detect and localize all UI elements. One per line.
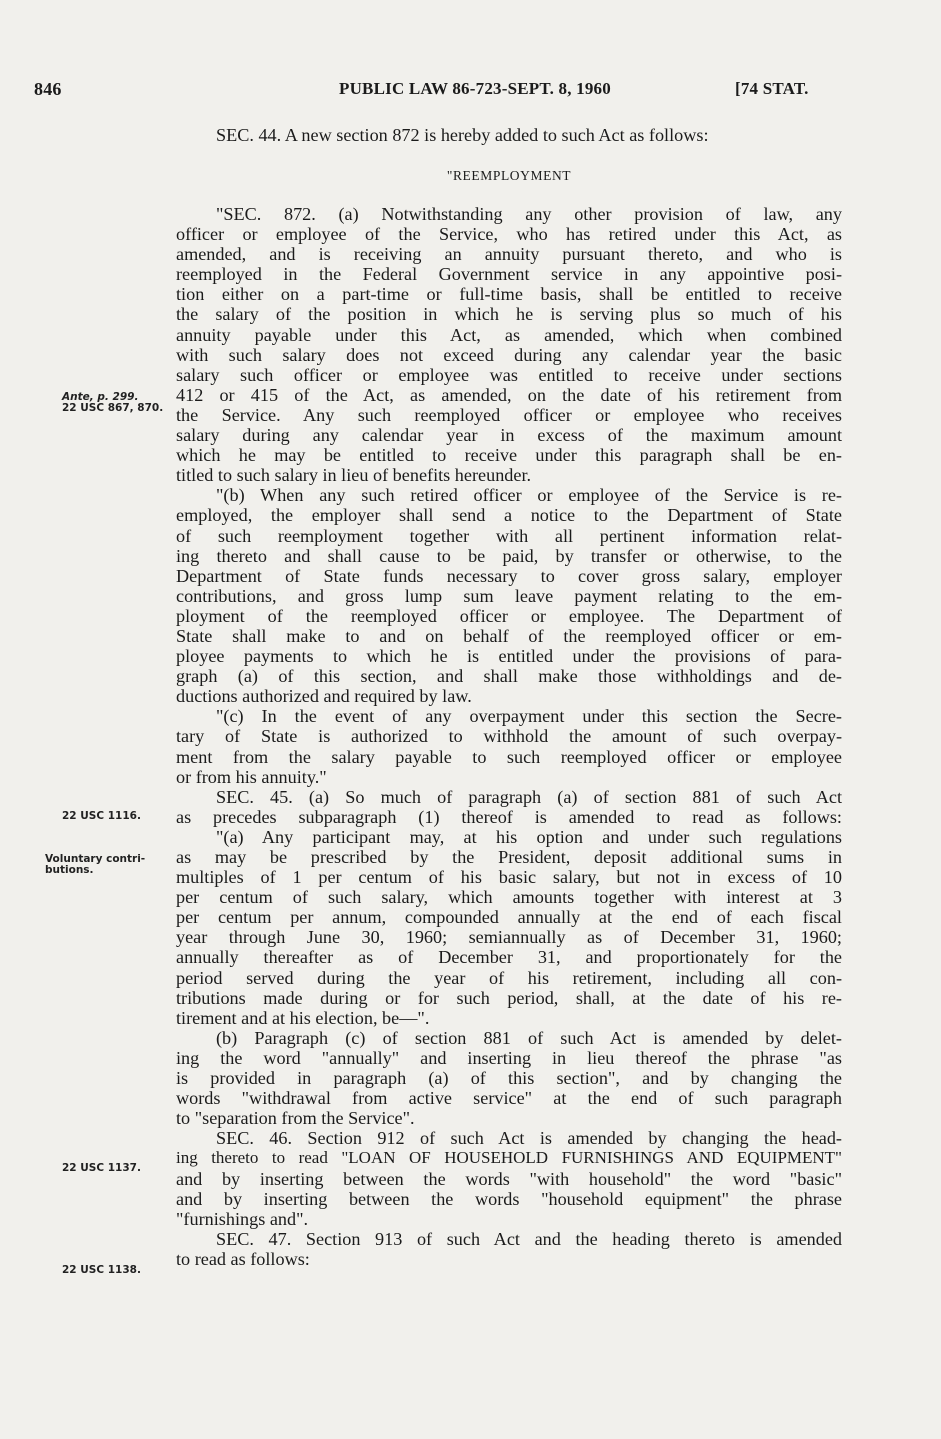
text-line: ductions authorized and required by law.: [176, 686, 472, 707]
text-line: ployee payments to which he is entitled under the provisions of para-: [176, 646, 842, 667]
text-line: words "withdrawal from active service" at the end of such paragraph: [176, 1088, 842, 1109]
margin-note-voluntary: [45, 854, 145, 876]
text-line: and by inserting between the words "household equipment" the phrase: [176, 1188, 842, 1209]
text-line: ployment of the reemployed officer or employee. The Department of: [176, 605, 842, 626]
text-line: of such reemployment together with all pertinent information relat-: [176, 525, 842, 546]
text-line: per centum per annum, compounded annually at the end of each fiscal: [176, 907, 842, 928]
text-line: employed, the employer shall send a notice to the Department of State: [176, 505, 842, 526]
text-line: "(c) In the event of any overpayment under this section the Secre-: [216, 706, 842, 727]
text-line: as precedes subparagraph (1) thereof is amended to read as follows:: [176, 806, 842, 827]
text-line: SEC. 44. A new section 872 is hereby added to such Act as follows:: [216, 125, 709, 145]
text-line: SEC. 45. (a) So much of paragraph (a) of section 881 of such Act: [216, 786, 842, 807]
margin-note-line: 22 USC 1116.: [62, 810, 141, 822]
margin-note-line: Voluntary contri-: [45, 853, 146, 865]
text-line: to read as follows:: [176, 1248, 310, 1269]
text-line: and by inserting between the words "with household" the word "basic": [176, 1168, 842, 1189]
text-line: tion either on a part-time or full-time basis, shall be entitled to receive: [176, 284, 842, 305]
text-line: (b) Paragraph (c) of section 881 of such Act is amended by delet-: [216, 1027, 842, 1048]
text-line: contributions, and gross lump sum leave payment relating to the em-: [176, 585, 842, 606]
text-line: the Service. Any such reemployed officer or employee who receives: [176, 404, 842, 425]
text-line: 412 or 415 of the Act, as amended, on the date of his retirement from: [176, 384, 842, 405]
text-line: "SEC. 872. (a) Notwithstanding any other provision of law, any: [216, 204, 842, 224]
text-line: with such salary does not exceed during any calendar year the basic: [176, 344, 842, 365]
text-line: tributions made during or for such period, shall, at the date of his re-: [176, 987, 842, 1008]
text-line: SEC. 47. Section 913 of such Act and the heading thereto is amended: [216, 1228, 842, 1249]
text-line: year through June 30, 1960; semiannually as of December 31, 1960;: [176, 927, 842, 948]
page-number: 846: [34, 79, 62, 99]
text-line: salary such officer or employee was entitled to receive under sections: [176, 364, 842, 385]
text-line: which he may be entitled to receive under this paragraph shall be en-: [176, 445, 842, 466]
margin-note-line: 22 USC 1138.: [62, 1264, 141, 1276]
text-line: reemployed in the Federal Government service in any appointive posi-: [176, 264, 842, 285]
text-line: "(a) Any participant may, at his option and under such regulations: [216, 826, 842, 847]
text-line: annuity payable under this Act, as amended, which when combined: [176, 324, 842, 345]
text-line: per centum of such salary, which amounts together with interest at 3: [176, 887, 842, 908]
statute-reference: [74 STAT.: [735, 79, 809, 98]
text-line: amended, and is receiving an annuity pursuant thereto, and who is: [176, 244, 842, 265]
text-line: is provided in paragraph (a) of this section", and by changing the: [176, 1068, 842, 1089]
text-line: to "separation from the Service".: [176, 1108, 415, 1129]
margin-note-22usc1116: [62, 811, 141, 822]
text-line: "furnishings and".: [176, 1208, 309, 1229]
margin-note-22usc1138: [62, 1265, 141, 1276]
text-line: ing thereto to read "LOAN OF HOUSEHOLD FURNISHINGS AND EQUIPMENT": [176, 1148, 842, 1168]
text-line: multiples of 1 per centum of his basic salary, but not in excess of 10: [176, 867, 842, 888]
text-line: officer or employee of the Service, who has retired under this Act, as: [176, 224, 842, 245]
text-line: ing thereto and shall cause to be paid, by transfer or otherwise, to the: [176, 545, 842, 566]
heading-text: "REEMPLOYMENT: [446, 168, 572, 183]
text-line: SEC. 46. Section 912 of such Act is amended by changing the head-: [216, 1128, 842, 1149]
margin-note-line: 22 USC 867, 870.: [62, 402, 164, 414]
text-line: or from his annuity.": [176, 766, 327, 787]
text-line: period served during the year of his retirement, including all con-: [176, 967, 842, 988]
section-872-text: [176, 204, 842, 1269]
text-line: tary of State is authorized to withhold the amount of such overpay-: [176, 726, 842, 747]
text-line: State shall make to and on behalf of the reemployed officer or em-: [176, 625, 842, 646]
text-line: ing the word "annually" and inserting in lieu thereof the phrase "as: [176, 1047, 842, 1068]
text-line: the salary of the position in which he is serving plus so much of his: [176, 304, 842, 325]
margin-note-ante: [62, 392, 163, 414]
text-line: ment from the salary payable to such reemployed officer or employee: [176, 746, 842, 767]
text-line: "(b) When any such retired officer or employee of the Service is re-: [216, 485, 842, 506]
text-line: salary during any calendar year in excess of the maximum amount: [176, 425, 842, 446]
text-line: as may be prescribed by the President, deposit additional sums in: [176, 847, 842, 867]
text-line: titled to such salary in lieu of benefits hereunder.: [176, 465, 532, 486]
margin-note-line: Ante, p. 299.: [62, 391, 139, 403]
heading-reemployment: [176, 166, 842, 186]
margin-note-line: butions.: [45, 864, 94, 876]
text-line: graph (a) of this section, and shall make those withholdings and de-: [176, 666, 842, 687]
section-44-intro: [176, 125, 842, 145]
text-line: Department of State funds necessary to cover gross salary, employer: [176, 565, 842, 586]
text-line: tirement and at his election, be—".: [176, 1007, 430, 1028]
margin-note-line: 22 USC 1137.: [62, 1162, 141, 1174]
running-title: PUBLIC LAW 86-723-SEPT. 8, 1960: [339, 79, 611, 98]
margin-note-22usc1137: [62, 1163, 141, 1174]
text-line: annually thereafter as of December 31, and proportionately for the: [176, 947, 842, 968]
